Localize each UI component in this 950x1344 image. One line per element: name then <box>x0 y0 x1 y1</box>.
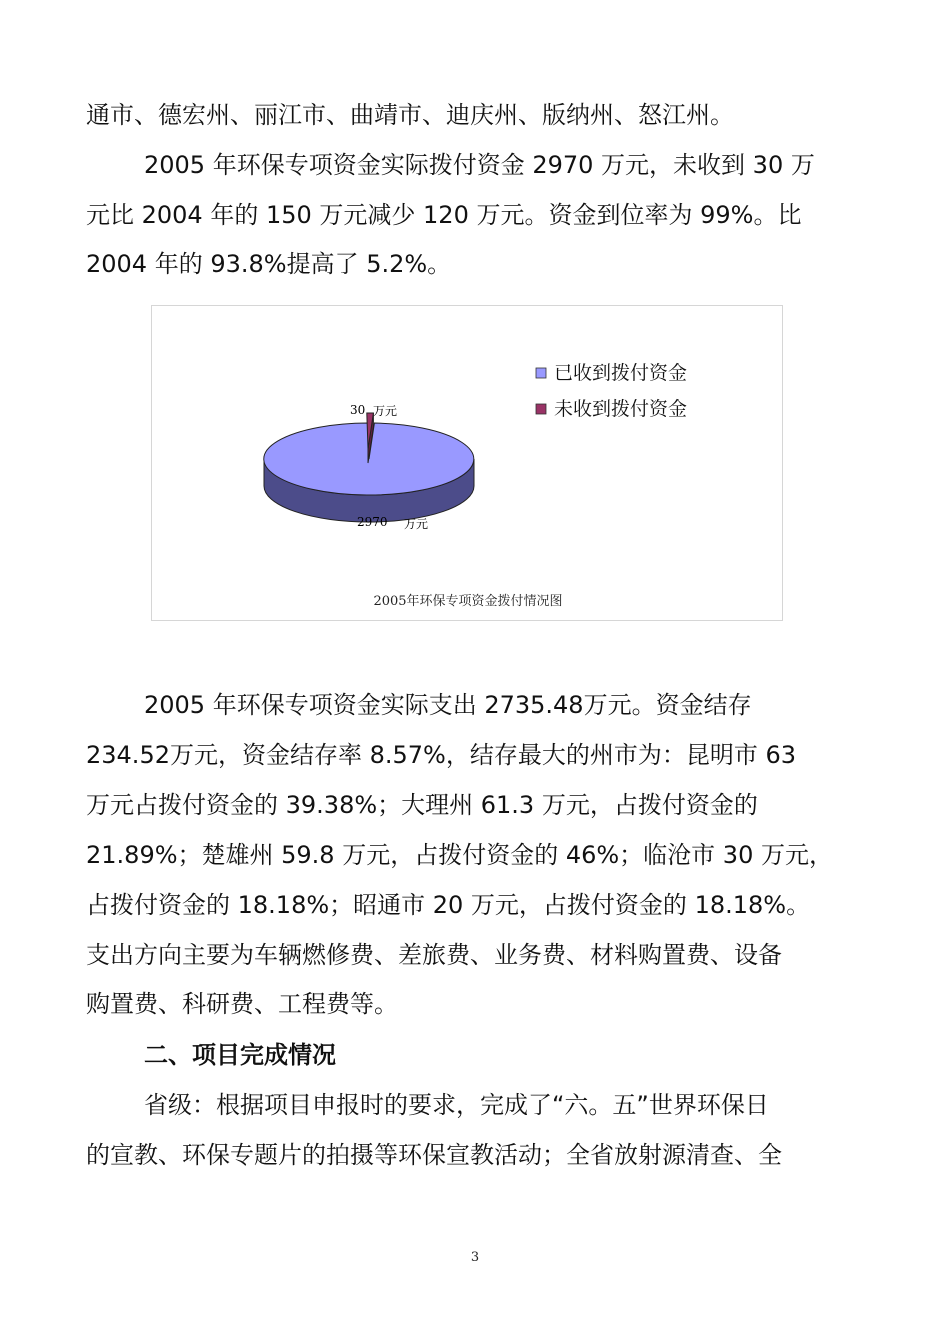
legend-label-received: 已收到拨付资金 <box>554 362 688 384</box>
pie-chart-svg <box>152 306 784 622</box>
paragraph-line: 占拨付资金的 18.18%；昭通市 20 万元，占拨付资金的 18.18%。 <box>86 891 811 919</box>
data-label-large-unit: 万元 <box>404 517 429 531</box>
paragraph-line: 的宣教、环保专题片的拍摄等环保宣教活动；全省放射源清查、全 <box>86 1141 782 1169</box>
paragraph-line: 购置费、科研费、工程费等。 <box>86 990 398 1018</box>
paragraph-line: 通市、德宏州、丽江市、曲靖市、迪庆州、版纳州、怒江州。 <box>86 101 734 129</box>
pie-chart <box>151 305 783 621</box>
legend-swatch-received <box>536 368 546 378</box>
paragraph-line: 支出方向主要为车辆燃修费、差旅费、业务费、材料购置费、设备 <box>86 941 782 969</box>
paragraph-line: 元比 2004 年的 150 万元减少 120 万元。资金到位率为 99%。比 <box>86 201 802 229</box>
page-number: 3 <box>470 1250 480 1265</box>
data-label-small-unit: 万元 <box>373 404 398 418</box>
data-label-large-value: 2970 <box>357 515 388 529</box>
paragraph-line: 2005 年环保专项资金实际支出 2735.48万元。资金结存 <box>144 691 752 719</box>
chart-title: 2005年环保专项资金拨付情况图 <box>373 594 563 609</box>
section-heading: 二、项目完成情况 <box>144 1041 336 1069</box>
legend-swatch-not-received <box>536 404 546 414</box>
paragraph-line: 2004 年的 93.8%提高了 5.2%。 <box>86 250 452 278</box>
paragraph-line: 万元占拨付资金的 39.38%；大理州 61.3 万元，占拨付资金的 <box>86 791 758 819</box>
paragraph-line: 234.52万元，资金结存率 8.57%，结存最大的州市为：昆明市 63 <box>86 741 797 769</box>
data-label-small-value: 30 <box>350 403 366 417</box>
paragraph-line: 21.89%；楚雄州 59.8 万元，占拨付资金的 46%；临沧市 30 万元， <box>86 841 833 869</box>
legend-label-not-received: 未收到拨付资金 <box>554 398 688 420</box>
paragraph-line: 省级：根据项目申报时的要求，完成了“六。五”世界环保日 <box>144 1091 769 1119</box>
paragraph-line: 2005 年环保专项资金实际拨付资金 2970 万元，未收到 30 万 <box>144 151 815 179</box>
